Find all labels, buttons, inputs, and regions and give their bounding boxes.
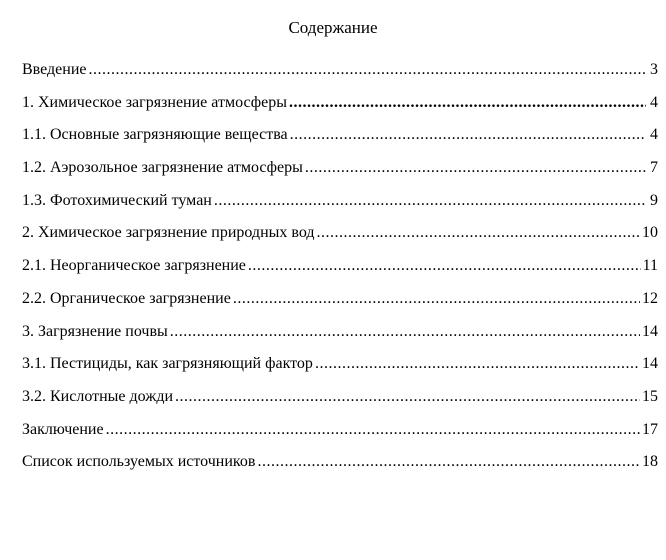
toc-entry-label: 1.3. Фотохимический туман xyxy=(22,191,212,209)
toc-entry-label: 1.2. Аэрозольное загрязнение атмосферы xyxy=(22,159,303,177)
toc-page-number: 7 xyxy=(650,159,658,177)
toc-leader-dots xyxy=(233,289,640,309)
toc-leader-dots xyxy=(317,223,640,243)
toc-leader-dots xyxy=(248,256,641,276)
toc-entry-label: 3.2. Кислотные дожди xyxy=(22,387,174,405)
toc-page-number: 4 xyxy=(650,93,658,111)
toc-page-number: 14 xyxy=(642,355,658,373)
toc-entry xyxy=(22,420,658,453)
toc-entry xyxy=(22,289,658,322)
toc-entry-label: 2. Химическое загрязнение природных вод xyxy=(22,224,315,242)
toc-leader-dots xyxy=(257,452,640,472)
toc-page-number: 14 xyxy=(642,322,658,340)
toc-leader-dots xyxy=(175,387,640,407)
toc-entry xyxy=(22,125,658,158)
toc-page-number: 12 xyxy=(642,289,658,307)
toc-page-number: 4 xyxy=(650,126,658,144)
toc-entry-label: 1. Химическое загрязнение атмосферы xyxy=(22,93,287,111)
toc-entry-label: Заключение xyxy=(22,420,104,438)
toc-leader-dots xyxy=(315,354,640,374)
toc-entry-label: 3. Загрязнение почвы xyxy=(22,322,168,340)
toc-entry-label: Введение xyxy=(22,61,87,78)
toc-leader-dots xyxy=(106,420,640,440)
toc-entry-label: 2.2. Органическое загрязнение xyxy=(22,289,231,307)
toc-entry xyxy=(22,191,658,224)
toc-entry-label: 2.1. Неорганическое загрязнение xyxy=(22,257,246,275)
toc-page-number: 3 xyxy=(650,61,658,78)
toc-entry xyxy=(22,256,658,289)
toc-leader-dots xyxy=(305,158,646,178)
toc-entry xyxy=(22,322,658,355)
toc-leader-dots xyxy=(214,191,646,211)
toc-entry xyxy=(22,60,658,93)
toc-page-number: 17 xyxy=(642,420,658,438)
toc-entry xyxy=(22,93,658,126)
toc-entry xyxy=(22,223,658,256)
toc-entry-label: 3.1. Пестициды, как загрязняющий фактор xyxy=(22,355,313,373)
toc-entry-label: Список используемых источников xyxy=(22,453,256,471)
table-of-contents xyxy=(22,60,658,485)
toc-leader-dots xyxy=(289,93,646,113)
toc-page-number: 9 xyxy=(650,191,658,209)
toc-entry xyxy=(22,354,658,387)
toc-entry xyxy=(22,452,658,485)
toc-page-number: 15 xyxy=(642,387,658,405)
toc-entry-label: 1.1. Основные загрязняющие вещества xyxy=(22,126,288,144)
page-title: Содержание xyxy=(288,18,378,37)
toc-leader-dots xyxy=(290,125,646,145)
toc-leader-dots xyxy=(89,60,647,80)
toc-entry xyxy=(22,158,658,191)
toc-page-number: 11 xyxy=(642,257,658,275)
toc-entry xyxy=(22,387,658,420)
toc-page-number: 18 xyxy=(642,453,658,471)
toc-leader-dots xyxy=(170,322,640,342)
toc-page-number: 10 xyxy=(642,224,658,242)
